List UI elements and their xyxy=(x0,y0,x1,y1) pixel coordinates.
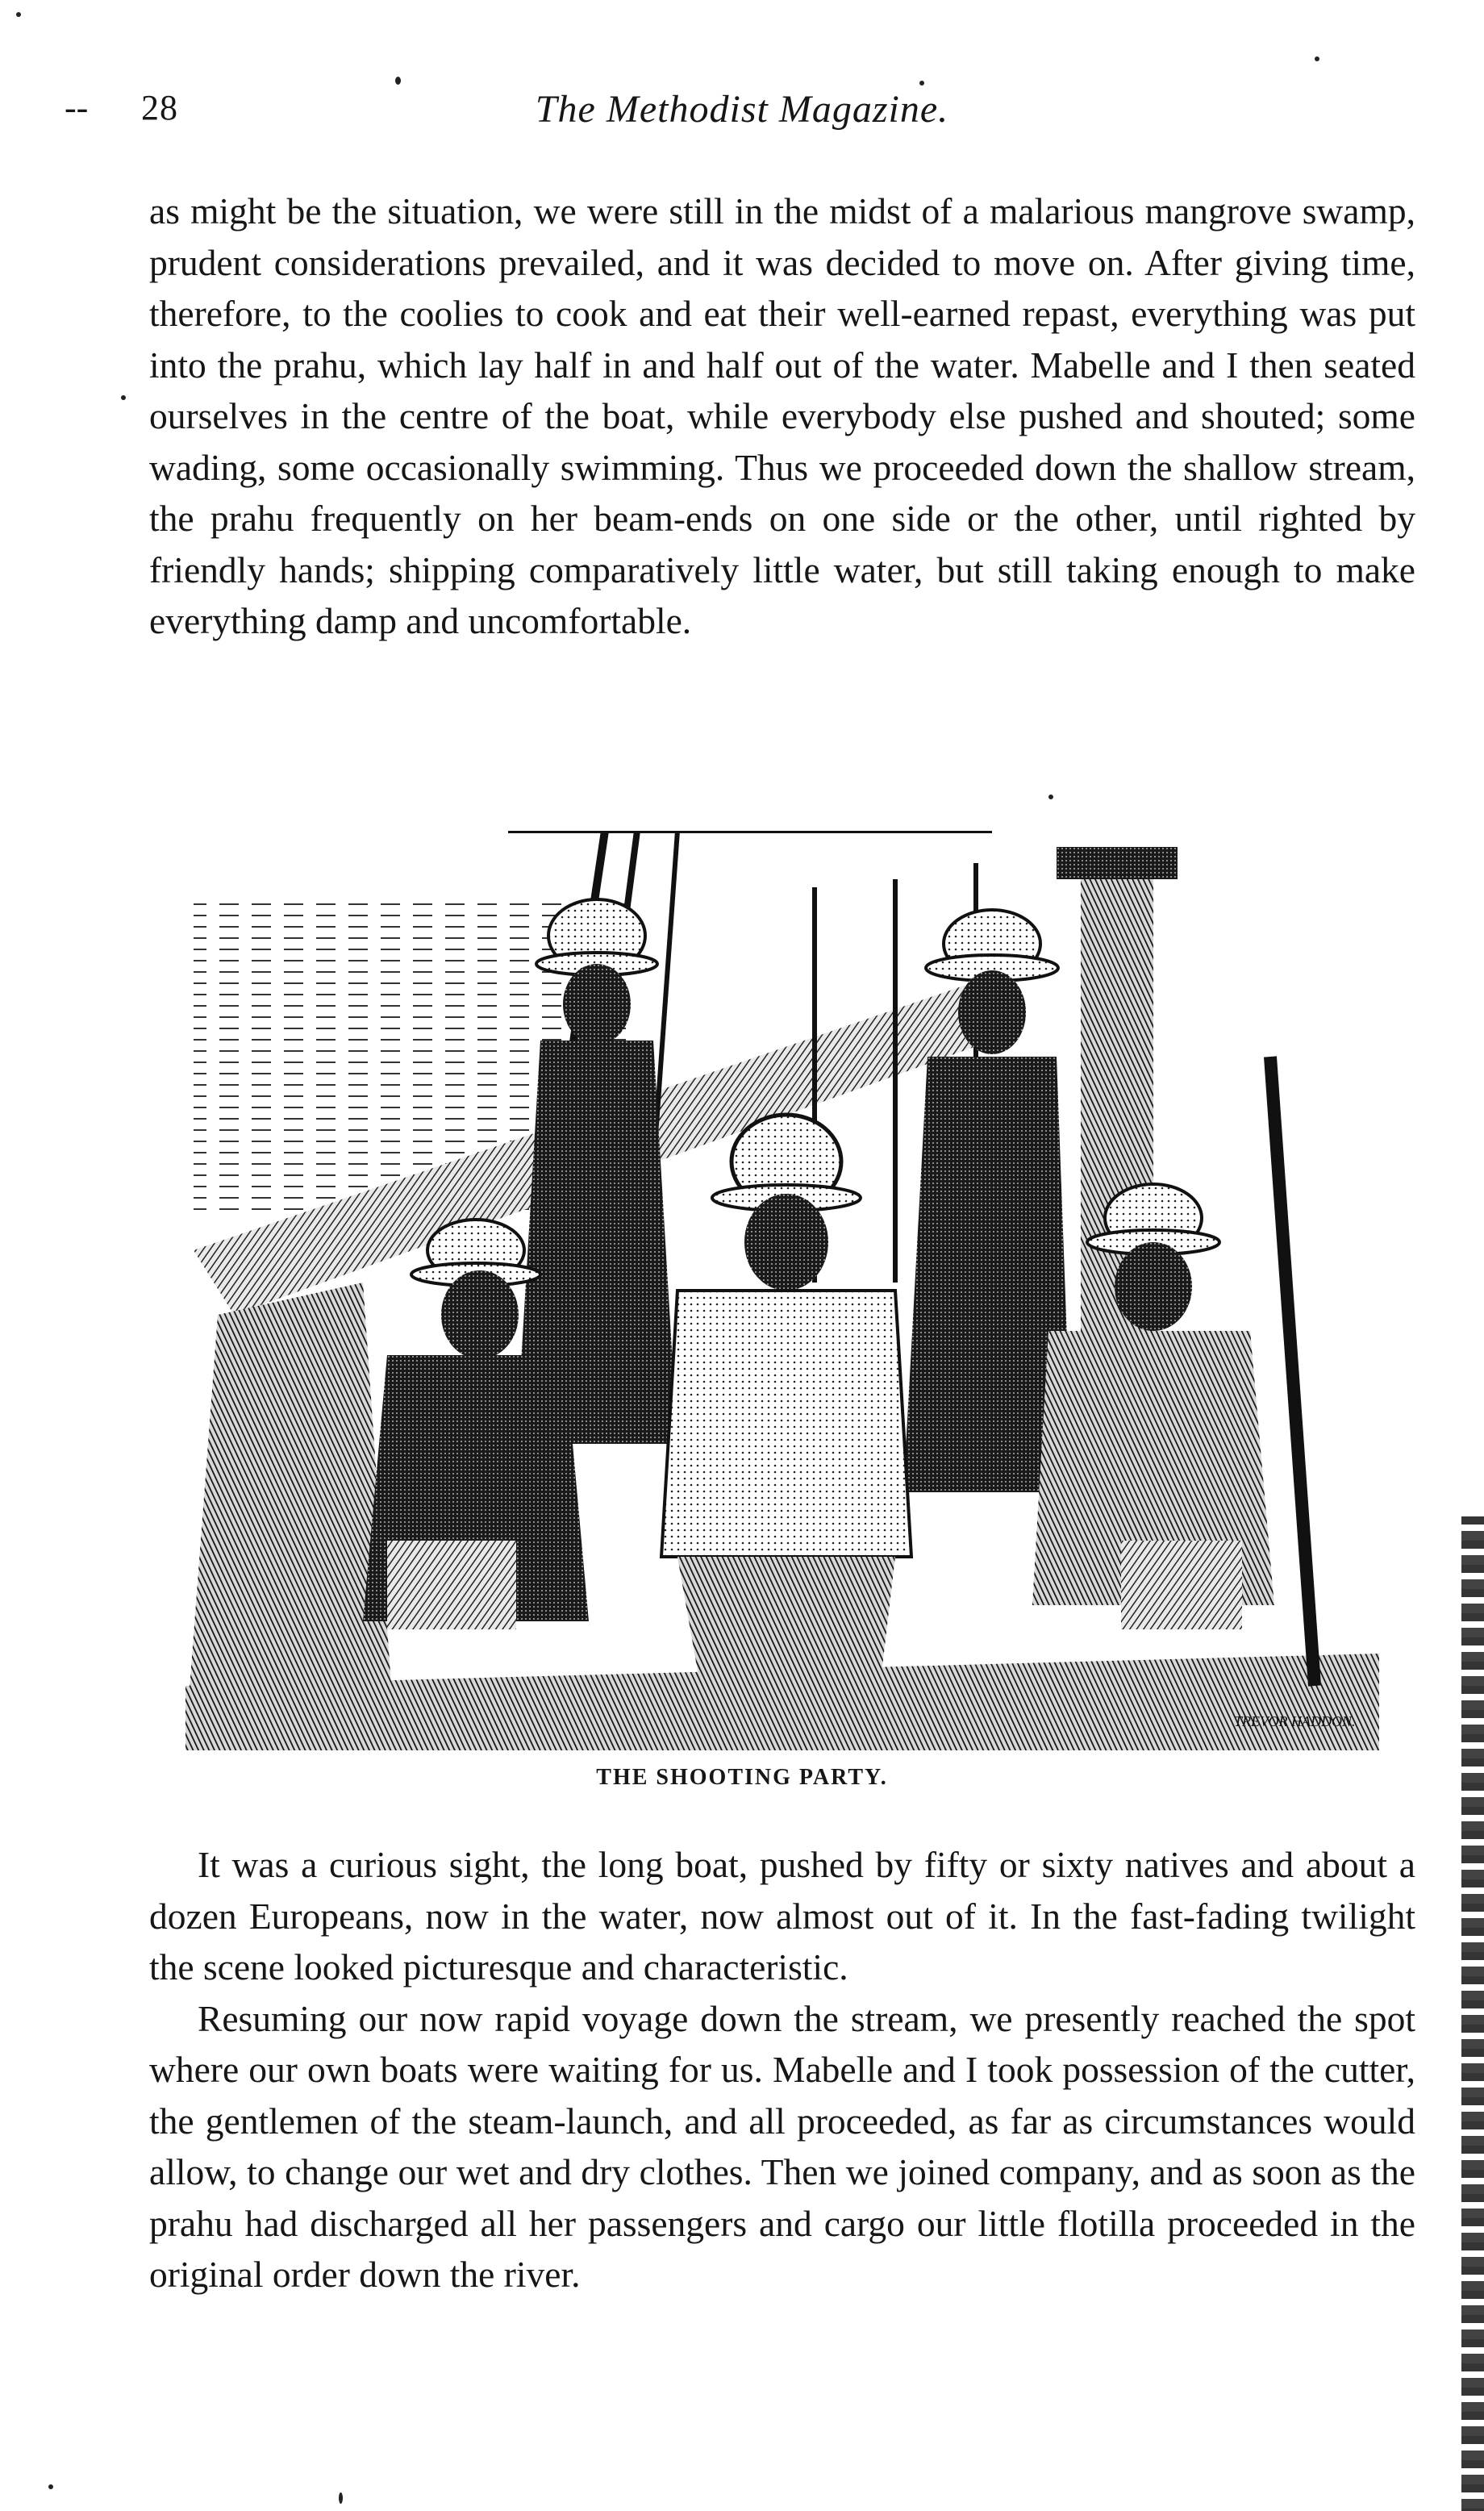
magazine-title: The Methodist Magazine. xyxy=(535,88,949,131)
scan-speck xyxy=(48,2484,53,2489)
scan-speck xyxy=(339,2492,343,2504)
figure-caption: THE SHOOTING PARTY. xyxy=(596,1765,888,1790)
scan-speck xyxy=(1048,795,1053,799)
body-text-top xyxy=(149,186,1415,647)
illustration-shooting-party xyxy=(186,831,1379,1750)
seated-man-center xyxy=(661,1115,911,1694)
scan-edge-stain xyxy=(1461,1516,1484,2511)
running-head xyxy=(65,87,1419,144)
scan-speck xyxy=(1315,56,1319,61)
scan-speck xyxy=(121,395,126,400)
paragraph-1: as might be the situation, we were still in the midst of a malarious mangrove swamp, prudent considerations prevailed, and it was decided to move on. After giving time, therefore, to the coolies to cook and eat their well-earned repast, everything was put into the prahu, which lay half in and half out of the water. Mabelle and I then seated ourselves in the centre of the boat, while everybody else pushed and shouted; some wading, some occasionally swimming. Thus we proceeded down the shallow stream, the prahu frequently on her beam-ends on one side or the other, until righted by friendly hands; shipping comparatively little water, but still taking enough to make everything damp and uncomfortable. xyxy=(149,190,1415,641)
engraving-image xyxy=(186,831,1379,1750)
scan-speck xyxy=(16,12,21,17)
engraver-signature: TREVOR HADDON. xyxy=(1234,1713,1356,1729)
scan-speck xyxy=(395,77,401,85)
scan-speck xyxy=(919,81,924,86)
paragraph-2: It was a curious sight, the long boat, pushed by fifty or sixty natives and about a dozen Europeans, now in the water, now almost out of it. In the fast-fading twilight the scene looked picturesque and characteristic. xyxy=(149,1844,1415,1988)
body-text-bottom xyxy=(149,1839,1415,2300)
page-number-dash: -- xyxy=(65,88,89,127)
paragraph-3: Resuming our now rapid voyage down the stream, we presently reached the spot where our own boats were waiting for us. Mabelle and I took possession of the cutter, the gentlemen of the steam-launch, and all proceeded, as far as circumstances would allow, to change our wet and dry clothes. Then we joined company, and as soon as the prahu had discharged all her passengers and cargo our little flotilla proceeded in the original order down the river. xyxy=(149,1997,1415,2295)
page-number: 28 xyxy=(141,88,178,127)
seated-man-right xyxy=(1032,1057,1315,1686)
